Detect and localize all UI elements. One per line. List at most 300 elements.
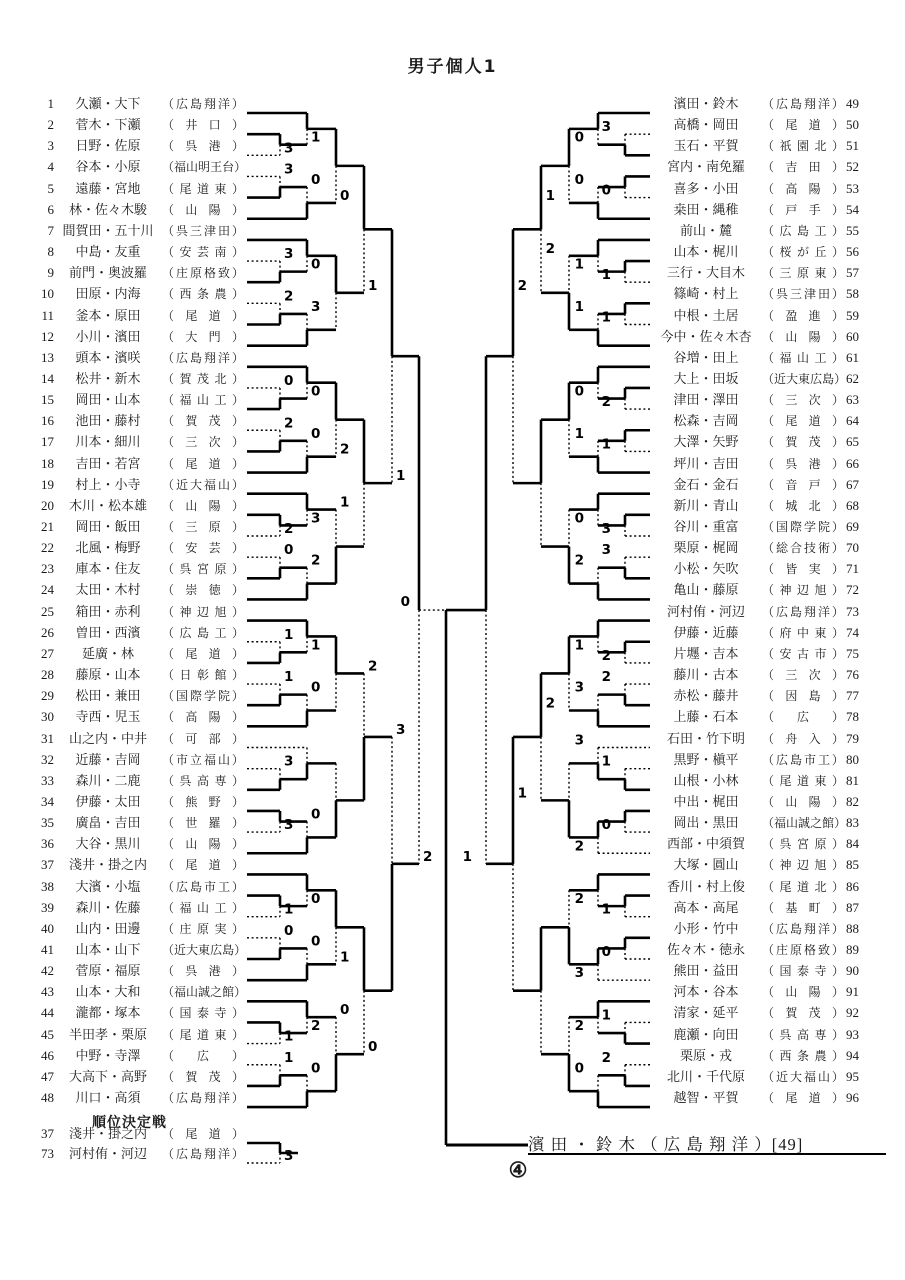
entry-name: 中根・土居: [673, 307, 739, 323]
entry-school: （ 広 島 翔 洋 ）: [162, 1147, 244, 1161]
entry-school: （ 呉 宮 原 ）: [762, 837, 844, 852]
match-score: 1: [284, 1049, 294, 1066]
entry-school: （ 福 山 誠 之 館 ）: [162, 985, 247, 1000]
match-score: 1: [462, 848, 472, 865]
entry-name: 村上・小寺: [75, 476, 141, 492]
match-score: 1: [574, 256, 584, 273]
match-score: 0: [311, 425, 321, 442]
entry-name: 山本・梶川: [673, 244, 739, 260]
entry-number: 21: [41, 519, 54, 534]
entry-school: （ 福 山 誠 之 館 ）: [762, 816, 847, 831]
entry-number: 49: [846, 96, 859, 111]
entry-number: 85: [846, 857, 859, 873]
entry-number: 63: [846, 392, 859, 408]
entry-school: （ 山 陽 ）: [762, 985, 844, 1000]
entry-school: （ 市 立 福 山 ）: [162, 752, 244, 767]
match-score: 0: [574, 1060, 584, 1077]
final-score: 0: [400, 594, 410, 611]
match-score: 0: [284, 922, 294, 939]
entry-school: （ 三 次 ）: [162, 435, 244, 450]
match-score: 2: [574, 891, 584, 908]
entry-name: 間賀田・五十川: [62, 222, 154, 238]
entry-name: 大塚・圓山: [673, 857, 739, 873]
entry-number: 5: [47, 180, 54, 196]
entry-school: （ 府 中 東 ）: [762, 625, 844, 640]
entry-number: 92: [846, 1005, 859, 1021]
entry-name: 熊田・益田: [673, 963, 739, 979]
entry-name: 廣畠・吉田: [75, 815, 141, 831]
entry-school: （ 安 古 市 ）: [762, 646, 844, 661]
match-score: 2: [311, 1018, 321, 1035]
page-title: 男子個人1: [407, 57, 498, 77]
match-score: 0: [574, 172, 584, 189]
entry-name: 坪川・吉田: [673, 455, 739, 471]
entry-school: （ 福 山 明 王 台 ）: [162, 160, 247, 175]
match-score: 1: [311, 637, 321, 654]
entry-number: 44: [41, 1005, 54, 1021]
entry-number: 7: [47, 222, 54, 238]
entry-school: （ 尾 道 ）: [762, 1091, 844, 1106]
match-score: 2: [601, 669, 611, 686]
entry-number: 19: [41, 476, 54, 492]
entry-school: （ 祇 園 北 ）: [762, 139, 844, 154]
entry-number: 13: [41, 349, 54, 365]
match-score: 3: [311, 510, 321, 527]
entry-number: 62: [846, 370, 859, 386]
match-score: 3: [284, 1148, 294, 1164]
match-score: 3: [284, 246, 294, 263]
entry-school: （ 広 島 市 工 ）: [762, 752, 844, 767]
entry-school: （ 広 島 翔 洋 ）: [762, 604, 844, 619]
entry-name: 川口・高須: [75, 1090, 141, 1106]
match-score: 2: [574, 552, 584, 569]
entry-number: 38: [41, 878, 54, 894]
match-score: 1: [601, 267, 611, 284]
entry-school: （ 高 陽 ）: [162, 710, 244, 725]
entry-number: 88: [846, 920, 859, 936]
entry-number: 35: [41, 815, 54, 831]
entry-name: 中島・友重: [75, 244, 141, 260]
consolation-title: 順位決定戦: [92, 1115, 167, 1131]
match-score: 1: [311, 129, 321, 146]
entry-number: 52: [846, 159, 859, 175]
entry-name: 佐々木・徳永: [666, 942, 745, 957]
entry-name: 栗原・梶岡: [673, 540, 739, 556]
entry-name: 大濱・小塩: [75, 878, 141, 894]
entry-number: 45: [41, 1026, 54, 1042]
entry-name: 谷本・小原: [75, 159, 141, 175]
match-score: 2: [601, 1049, 611, 1066]
match-score: 2: [574, 838, 584, 855]
entry-number: 18: [41, 455, 54, 471]
match-score: 3: [601, 119, 611, 136]
entry-name: 高本・高尾: [673, 899, 739, 915]
entry-number: 93: [846, 1026, 859, 1042]
match-score: 2: [423, 848, 433, 865]
match-score: 1: [396, 468, 406, 485]
match-score: 2: [340, 441, 350, 458]
entry-name: 延廣・林: [81, 645, 134, 661]
entry-number: 42: [41, 963, 54, 979]
entry-school: （ 因 島 ）: [762, 689, 844, 704]
entry-name: 小川・濱田: [75, 328, 141, 344]
entry-number: 53: [846, 180, 859, 196]
entry-number: 91: [846, 984, 859, 1000]
entry-name: 山本・大和: [75, 984, 141, 1000]
entry-name: 前山・麓: [679, 222, 732, 238]
entry-number: 23: [41, 561, 54, 577]
entry-school: （ 広 島 市 工 ）: [162, 879, 244, 894]
entry-school: （ 三 次 ）: [762, 393, 844, 408]
match-score: 2: [311, 552, 321, 569]
entry-name: 川本・細川: [75, 434, 141, 450]
match-score: 3: [574, 679, 584, 696]
entry-number: 34: [41, 793, 54, 809]
match-score: 2: [284, 521, 294, 537]
entry-number: 37: [41, 857, 54, 873]
entry-school: （ 尾 道 ）: [162, 646, 244, 661]
entry-name: 河村侑・河辺: [666, 603, 745, 619]
match-score: 1: [574, 298, 584, 315]
champion-mark: ④: [508, 1158, 528, 1182]
match-score: 1: [340, 494, 350, 511]
match-score: 2: [574, 1018, 584, 1035]
entry-school: （ 国 際 学 院 ）: [762, 520, 844, 534]
match-score: 0: [574, 383, 584, 400]
entry-name: 菅原・福原: [75, 963, 141, 979]
entry-school: （ 大 門 ）: [162, 329, 244, 344]
entry-name: 伊藤・太田: [75, 793, 141, 809]
entry-name: 庫本・住友: [75, 561, 141, 577]
entry-number: 65: [846, 434, 859, 450]
entry-number: 64: [846, 413, 859, 429]
entry-name: 釜本・原田: [75, 307, 141, 323]
entry-school: （ 城 北 ）: [762, 498, 844, 513]
match-score: 2: [284, 415, 294, 432]
entry-number: 37: [41, 1126, 54, 1141]
entry-number: 36: [41, 836, 54, 852]
entry-number: 80: [846, 751, 859, 767]
entry-number: 46: [41, 1047, 54, 1063]
entry-number: 89: [846, 942, 859, 957]
match-score: 1: [517, 785, 527, 802]
entry-school: （ 福 山 工 ）: [162, 393, 244, 408]
entry-school: （ 賀 茂 ）: [762, 435, 844, 450]
entry-name: 淺井・掛之内: [68, 857, 147, 873]
entry-school: （ 福 山 工 ）: [162, 900, 244, 915]
match-score: 3: [284, 161, 294, 178]
entry-school: （ 西 条 農 ）: [162, 287, 244, 302]
entry-name: 玉石・平賀: [673, 138, 739, 154]
entry-name: 西部・中須賀: [666, 836, 745, 852]
entry-name: 藤原・山本: [75, 667, 141, 683]
entry-number: 32: [41, 751, 54, 767]
entry-school: （ 広 ）: [162, 1048, 244, 1063]
entry-number: 24: [41, 582, 54, 598]
entry-number: 30: [41, 709, 54, 725]
entry-number: 17: [41, 434, 54, 450]
entry-number: 60: [846, 328, 859, 344]
match-score: 2: [517, 277, 527, 294]
entry-school: （ 呉 宮 原 ）: [162, 562, 244, 577]
match-score: 1: [601, 436, 611, 453]
entry-school: （ 音 戸 ）: [762, 477, 844, 492]
entry-school: （ 尾 道 ）: [762, 118, 844, 133]
entry-number: 4: [47, 159, 54, 175]
entry-school: （ 尾 道 東 ）: [162, 181, 244, 196]
match-score: 0: [311, 172, 321, 189]
entry-school: （ 賀 茂 ）: [162, 1069, 244, 1084]
match-score: 1: [601, 753, 611, 770]
match-score: 1: [601, 901, 611, 918]
match-score: 0: [284, 372, 294, 389]
entry-school: （ 呉 港 ）: [162, 139, 244, 154]
entry-name: 大高下・高野: [68, 1068, 147, 1084]
match-score: 0: [311, 1060, 321, 1077]
entry-school: （ 三 原 東 ）: [762, 266, 844, 281]
entry-school: （ 庄 原 実 ）: [162, 921, 244, 936]
entry-school: （ 呉 三 津 田 ）: [762, 287, 844, 302]
match-score: 0: [601, 817, 611, 834]
entry-school: （ 安 芸 南 ）: [162, 245, 244, 260]
entry-school: （ 舟 入 ）: [762, 731, 844, 746]
entry-school: （ 賀 茂 ）: [162, 414, 244, 429]
match-score: 0: [340, 187, 350, 204]
entry-number: 31: [41, 730, 54, 746]
entry-name: 山根・小林: [673, 772, 739, 788]
entry-name: 木川・松本雄: [68, 497, 147, 513]
match-score: 1: [340, 949, 350, 966]
entry-name: 久瀬・大下: [75, 96, 141, 111]
entry-name: 新川・青山: [673, 497, 739, 513]
champion-caption: 濱 田 ・ 鈴 木 （ 広 島 翔 洋 ）[49]: [528, 1135, 804, 1154]
entry-school: （ 三 原 ）: [162, 520, 244, 534]
match-score: 1: [284, 669, 294, 686]
entry-school: （ 尾 道 北 ）: [762, 879, 844, 894]
entry-name: 上藤・石本: [673, 709, 739, 725]
entry-number: 48: [41, 1090, 54, 1106]
entry-name: 河村侑・河辺: [68, 1146, 147, 1161]
entry-school: （ 国 際 学 院 ）: [162, 689, 244, 704]
entry-name: 菅木・下瀬: [75, 117, 141, 133]
entry-school: （ 広 島 翔 洋 ）: [762, 921, 844, 936]
entry-school: （ 西 条 農 ）: [762, 1048, 844, 1063]
entry-number: 14: [41, 370, 54, 386]
entry-number: 39: [41, 899, 54, 915]
match-score: 3: [574, 965, 584, 982]
match-score: 0: [601, 182, 611, 199]
match-score: 0: [311, 383, 321, 400]
entry-number: 86: [846, 878, 859, 894]
entry-school: （ 戸 手 ）: [762, 202, 844, 217]
entry-number: 22: [41, 540, 54, 556]
match-score: 0: [311, 891, 321, 908]
entry-number: 76: [846, 667, 859, 683]
match-score: 1: [574, 425, 584, 442]
entry-name: 片壥・吉本: [673, 645, 739, 661]
entry-school: （ 総 合 技 術 ）: [762, 541, 844, 556]
entry-school: （ 賀 茂 ）: [762, 1006, 844, 1021]
match-score: 2: [284, 288, 294, 305]
entry-name: 桒田・縄稚: [673, 201, 739, 217]
entry-school: （ 広 ）: [762, 710, 844, 725]
entry-school: （ 熊 野 ）: [162, 794, 244, 809]
entry-school: （ 呉 港 ）: [162, 964, 244, 979]
entry-number: 96: [846, 1090, 859, 1106]
entry-school: （ 高 陽 ）: [762, 181, 844, 196]
entry-name: 森川・佐藤: [75, 899, 141, 915]
match-score: 0: [601, 944, 611, 960]
entry-school: （ 吉 田 ）: [762, 160, 844, 175]
entry-school: （ 広 島 翔 洋 ）: [162, 1091, 244, 1106]
entry-number: 28: [41, 667, 54, 683]
entry-school: （ 呉 高 専 ）: [762, 1027, 844, 1042]
entry-number: 68: [846, 497, 859, 513]
entry-school: （ 尾 道 ）: [162, 456, 244, 471]
entry-name: 日野・佐原: [75, 138, 141, 154]
entry-name: 曽田・西濱: [75, 624, 141, 640]
match-score: 3: [311, 298, 321, 315]
entry-school: （ 崇 徳 ）: [162, 583, 244, 598]
entry-name: 箱田・赤利: [75, 603, 141, 619]
match-score: 0: [574, 510, 584, 527]
entry-number: 84: [846, 836, 859, 852]
entry-number: 33: [41, 772, 54, 788]
entry-name: 池田・藤村: [75, 413, 141, 429]
entry-number: 67: [846, 476, 859, 492]
entry-name: 岡田・飯田: [75, 519, 141, 534]
entry-name: 宮内・南免羅: [666, 159, 745, 175]
entry-number: 59: [846, 307, 859, 323]
entry-number: 1: [47, 96, 54, 111]
entry-name: 藤川・古本: [673, 667, 739, 683]
match-score: 0: [368, 1039, 378, 1056]
entry-number: 54: [846, 201, 859, 217]
match-score: 1: [545, 187, 555, 204]
entry-name: 太田・木村: [75, 582, 141, 598]
entry-number: 27: [41, 645, 54, 661]
entry-name: 石田・竹下明: [666, 730, 745, 746]
entry-number: 50: [846, 117, 859, 133]
entry-number: 29: [41, 688, 54, 704]
match-score: 1: [601, 1007, 611, 1024]
entry-name: 喜多・小田: [673, 180, 739, 196]
entry-name: 越智・平賀: [673, 1090, 739, 1106]
entry-school: （ 神 辺 旭 ）: [762, 858, 844, 873]
entry-school: （ 三 次 ）: [762, 668, 844, 683]
entry-number: 56: [846, 244, 859, 260]
entry-number: 74: [846, 624, 859, 640]
entry-name: 瀧都・塚本: [75, 1005, 141, 1021]
entry-school: （ 尾 道 ）: [162, 858, 244, 873]
entry-name: 松田・兼田: [75, 688, 141, 704]
match-score: 3: [601, 521, 611, 537]
entry-name: 林・佐々木駿: [68, 201, 147, 217]
match-score: 1: [284, 626, 294, 643]
match-score: 0: [340, 1002, 350, 1019]
match-score: 2: [601, 647, 611, 664]
entry-number: 51: [846, 138, 859, 154]
match-score: 0: [311, 933, 321, 950]
entry-school: （ 庄 原 格 致 ）: [762, 943, 844, 957]
entry-name: 大澤・矢野: [673, 434, 739, 450]
entry-number: 94: [846, 1047, 859, 1063]
entry-name: 三行・大目木: [666, 265, 745, 281]
entry-number: 55: [846, 222, 859, 238]
entry-school: （ 山 陽 ）: [762, 329, 844, 344]
entry-school: （ 世 羅 ）: [162, 816, 244, 831]
entry-name: 近藤・吉岡: [75, 751, 141, 767]
entry-name: 岡出・黒田: [673, 815, 739, 831]
entry-number: 87: [846, 899, 859, 915]
entry-school: （ 呉 港 ）: [762, 456, 844, 471]
entry-school: （ 日 彰 館 ）: [162, 668, 244, 683]
entry-name: 金石・金石: [673, 476, 739, 492]
match-score: 0: [311, 806, 321, 823]
match-score: 2: [601, 394, 611, 411]
match-score: 1: [284, 1028, 294, 1045]
entry-number: 15: [41, 392, 54, 408]
entry-number: 72: [846, 582, 859, 598]
entry-name: 田原・内海: [75, 286, 141, 302]
entry-school: （ 尾 道 ）: [162, 308, 244, 323]
entry-number: 83: [846, 815, 859, 831]
entry-school: （ 国 泰 寺 ）: [162, 1006, 244, 1021]
entry-school: （ 近 大 福 山 ）: [162, 477, 244, 492]
match-score: 3: [284, 753, 294, 770]
match-score: 3: [601, 542, 611, 559]
entry-name: 谷川・重富: [673, 519, 739, 534]
entry-school: （ 尾 道 ）: [162, 1127, 244, 1141]
entry-school: （ 桜 が 丘 ）: [762, 245, 844, 260]
entry-name: 大上・田坂: [673, 370, 739, 386]
entry-school: （ 近 大 福 山 ）: [762, 1069, 844, 1084]
entry-number: 75: [846, 645, 859, 661]
entry-number: 71: [846, 561, 859, 577]
entry-name: 淺井・掛之内: [68, 1126, 147, 1141]
entry-name: 前門・奥波羅: [68, 265, 147, 281]
match-score: 3: [574, 732, 584, 749]
entry-name: 今中・佐々木杏: [660, 328, 752, 344]
entry-number: 57: [846, 265, 859, 281]
match-score: 0: [311, 679, 321, 696]
match-score: 3: [284, 140, 294, 157]
entry-name: 香川・村上俊: [666, 878, 745, 894]
entry-name: 津田・澤田: [673, 392, 739, 408]
entry-name: 赤松・藤井: [673, 688, 739, 704]
entry-number: 69: [846, 519, 859, 534]
entry-school: （ 国 泰 寺 ）: [762, 964, 844, 979]
entry-number: 73: [846, 603, 859, 619]
match-score: 2: [545, 695, 555, 712]
entry-number: 10: [41, 286, 54, 302]
entry-number: 61: [846, 349, 859, 365]
entry-school: （ 広 島 工 ）: [162, 625, 244, 640]
entry-name: 谷増・田上: [673, 349, 739, 365]
entry-school: （ 盈 進 ）: [762, 308, 844, 323]
entry-name: 栗原・戎: [679, 1047, 732, 1063]
entry-number: 81: [846, 772, 859, 788]
entry-school: （ 広 島 翔 洋 ）: [762, 97, 844, 111]
entry-school: （ 賀 茂 北 ）: [162, 371, 244, 386]
entry-number: 6: [47, 201, 54, 217]
entry-number: 20: [41, 497, 54, 513]
entry-number: 78: [846, 709, 859, 725]
entry-school: （ 呉 三 津 田 ）: [162, 223, 244, 238]
entry-school: （ 福 山 工 ）: [762, 350, 844, 365]
entry-number: 95: [846, 1068, 859, 1084]
entry-name: 吉田・若宮: [75, 455, 141, 471]
